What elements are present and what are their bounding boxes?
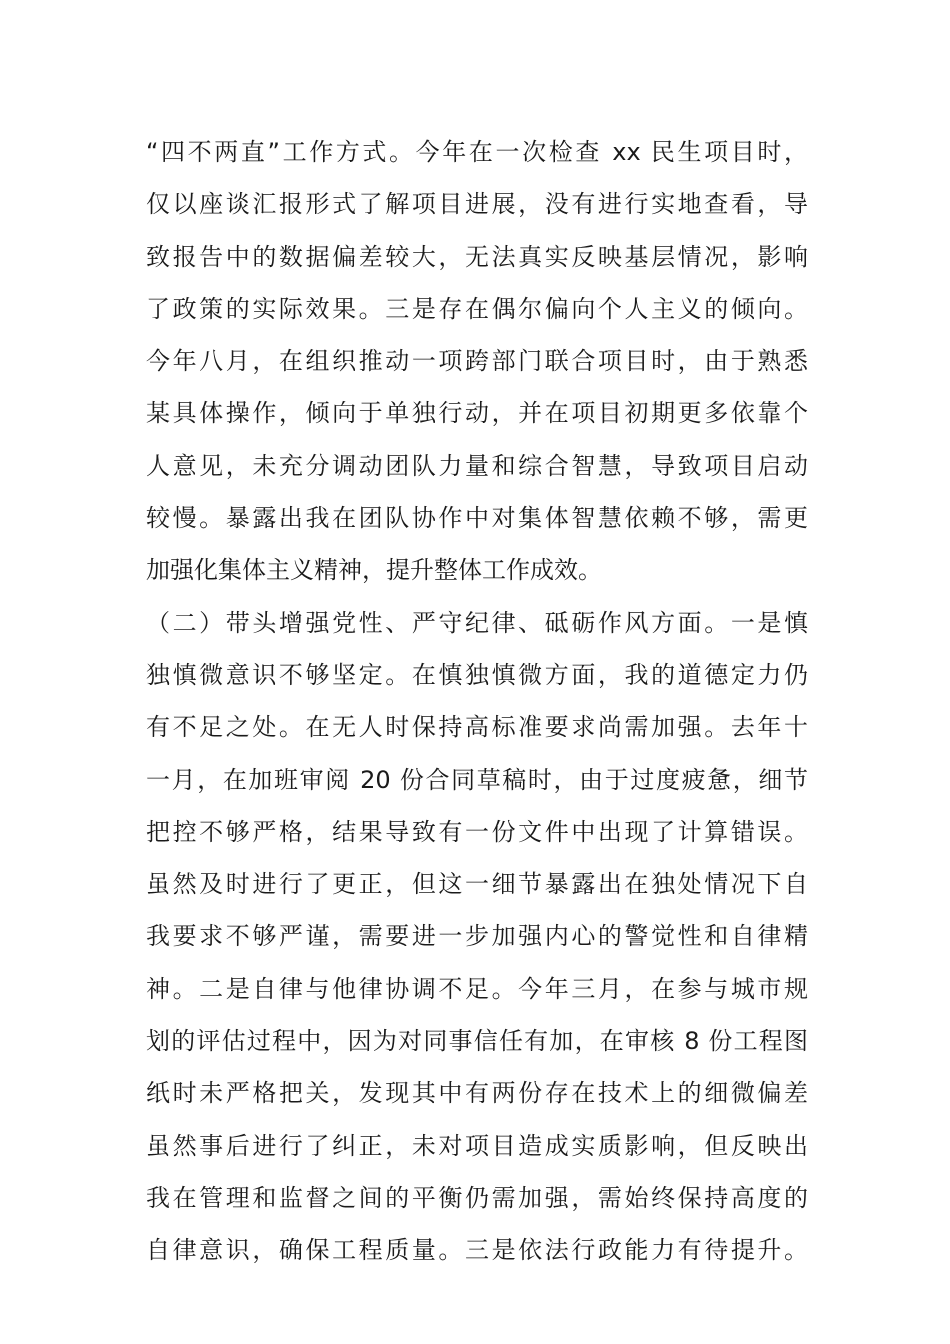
text-line: 独慎微意识不够坚定。在慎独慎微方面，我的道德定力仍	[146, 660, 808, 689]
text-line: 我要求不够严谨，需要进一步加强内心的警觉性和自律精	[146, 922, 808, 951]
section-heading-line: （二）带头增强党性、严守纪律、砥砺作风方面。一是慎	[146, 608, 808, 637]
text-line: 纸时未严格把关，发现其中有两份存在技术上的细微偏差	[146, 1079, 808, 1108]
body-text	[146, 126, 808, 1277]
text-line: 虽然及时进行了更正，但这一细节暴露出在独处情况下自	[146, 870, 808, 899]
text-line: 一月，在加班审阅 20 份合同草稿时，由于过度疲惫，细节	[146, 765, 808, 794]
text-line: 自律意识，确保工程质量。三是依法行政能力有待提升。	[146, 1236, 808, 1265]
text-line: 有不足之处。在无人时保持高标准要求尚需加强。去年十	[146, 713, 808, 742]
text-line: 今年八月，在组织推动一项跨部门联合项目时，由于熟悉	[146, 347, 808, 376]
text-line: 神。二是自律与他律协调不足。今年三月，在参与城市规	[146, 974, 808, 1003]
text-line: 仅以座谈汇报形式了解项目进展，没有进行实地查看，导	[146, 190, 808, 219]
text-line: 虽然事后进行了纠正，未对项目造成实质影响，但反映出	[146, 1131, 808, 1160]
text-line: 我在管理和监督之间的平衡仍需加强，需始终保持高度的	[146, 1183, 808, 1212]
paragraph-end-line: 加强化集体主义精神，提升整体工作成效。	[146, 556, 602, 585]
text-line: 较慢。暴露出我在团队协作中对集体智慧依赖不够，需更	[146, 504, 808, 533]
text-line: 了政策的实际效果。三是存在偶尔偏向个人主义的倾向。	[146, 294, 808, 323]
text-line: “四不两直”工作方式。今年在一次检查 xx 民生项目时，	[146, 138, 808, 166]
text-line: 划的评估过程中，因为对同事信任有加，在审核 8 份工程图	[146, 1027, 808, 1056]
text-line: 人意见，未充分调动团队力量和综合智慧，导致项目启动	[146, 451, 808, 480]
text-line: 致报告中的数据偏差较大，无法真实反映基层情况，影响	[146, 242, 808, 271]
text-line: 某具体操作，倾向于单独行动，并在项目初期更多依靠个	[146, 399, 808, 428]
text-line: 把控不够严格，结果导致有一份文件中出现了计算错误。	[146, 817, 808, 846]
